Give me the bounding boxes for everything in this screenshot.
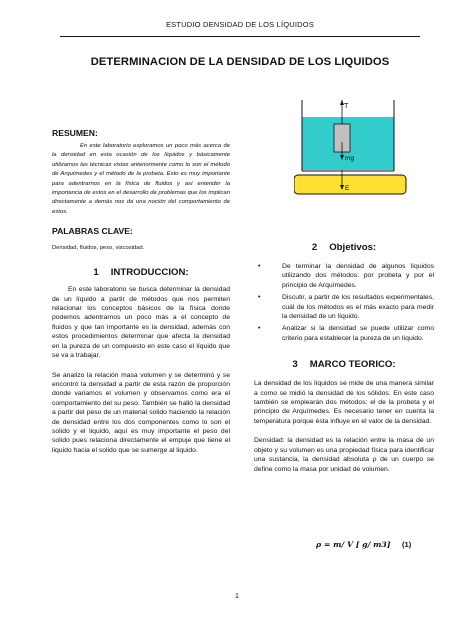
document-title: DETERMINACION DE LA DENSIDAD DE LOS LIQUIDOS: [90, 56, 390, 68]
list-item: • Analizar si la densidad se puede utilizar como criterio para establecer la pureza de un líquido.: [258, 325, 434, 342]
objetivos-title: Objetivos:: [329, 242, 377, 253]
resumen-heading: RESUMEN:: [52, 128, 98, 138]
list-item: • Discutir, a partir de los resultados experimentales, cuál de los métodos es el más exacto para medir la densidad de un líquido.: [258, 294, 434, 321]
marco-paragraph-2: Densidad: la densidad es la relación entre la masa de un objeto y su volumen es una propiedad física para identificar una sustancia, la densidad absoluta ρ de un cuerpo se define como la masa por unidad de volumen.: [254, 437, 434, 473]
support-base: [294, 175, 406, 194]
bullet-icon: •: [258, 325, 261, 333]
keywords-text: Densidad, fluidos, peso, viscosidad.: [52, 245, 145, 252]
buoyancy-label: E: [345, 185, 350, 192]
marco-heading: [254, 359, 434, 370]
marco-title: MARCO TEORICO:: [309, 359, 396, 371]
bullet-icon: •: [258, 263, 261, 270]
running-header: ESTUDIO DENSIDAD DE LOS LÍQUIDOS: [165, 20, 315, 29]
resumen-text: En este laboratorio exploramos un poco más acerca de la densidad en esta ocasión de los líquidos y básicamente utilizamos las técnicas vistas anteriormente como lo son el método de Arquímedes y el método de la probeta. Ésto es muy importante para adentrarnos en la física de fluidos y así entender la importancia de estos en el desarrollo de problemas que los implican directamente a demás nos da una noción del comportamiento de estos.: [52, 143, 230, 215]
marco-paragraph-1: La densidad de los líquidos se mide de una manera similar a como se midió la densidad de los sólidos. En este caso también se emplearán dos métodos: el de la probeta y el principio de Arquímedes. Es necesario tener en cuenta la temperatura porque ésta influye en el valor de la densidad.: [254, 380, 434, 425]
right-column: [254, 242, 434, 474]
header-rule: [60, 36, 420, 37]
left-column: [52, 128, 230, 455]
bullet-icon: •: [258, 294, 261, 302]
weight-label: mg: [345, 155, 355, 162]
marco-number: 3: [292, 359, 298, 371]
objetivos-list: [254, 262, 434, 343]
objetivos-number: 2: [311, 242, 318, 253]
keywords-heading: PALABRAS CLAVE:: [52, 226, 133, 237]
density-formula: ρ = m/ V [ g/ m3]: [316, 540, 391, 549]
intro-heading: [52, 267, 230, 278]
page-number: 1: [235, 593, 239, 600]
list-item: • De terminar la densidad de algunos líquidos utilizando dos métodos: por probeta y por el principio de Arquímedes.: [258, 263, 434, 289]
objetivos-heading: [254, 242, 434, 253]
archimedes-figure: [294, 98, 410, 198]
formula-number: (1): [402, 540, 412, 549]
intro-title: INTRODUCCION:: [110, 267, 189, 279]
intro-paragraph-1: En este laboratorio se busca determinar la densidad de un líquido a partir de métodos que nos permiten relacionar los conceptos básicos de la física donde podemos adentrarnos un poco más a el concepto de fluidos y que tan importante es la densidad, además con estos procedimientos determinar que afecta la densidad en la pureza de un compuesto en este caso el líquido que se va a trabajar.: [52, 286, 230, 360]
tension-label: T: [344, 103, 349, 110]
intro-paragraph-2: Se analizo la relación masa volumen y se determinó y se encontró la densidad a partir de esta razón de proporción donde variamos el volumen y observamos como era el comportamiento del su peso. También se halló la densidad a partir del peso de un material solido haciendo la relación de densidad entre los dos componentes como lo son el solido y el liquido, aquí es muy importante el peso del solido pues relaciona directamente el empuje que tiene el liquido hacia el solido que se sumerge al liquido.: [52, 371, 230, 454]
intro-number: 1: [93, 267, 99, 279]
